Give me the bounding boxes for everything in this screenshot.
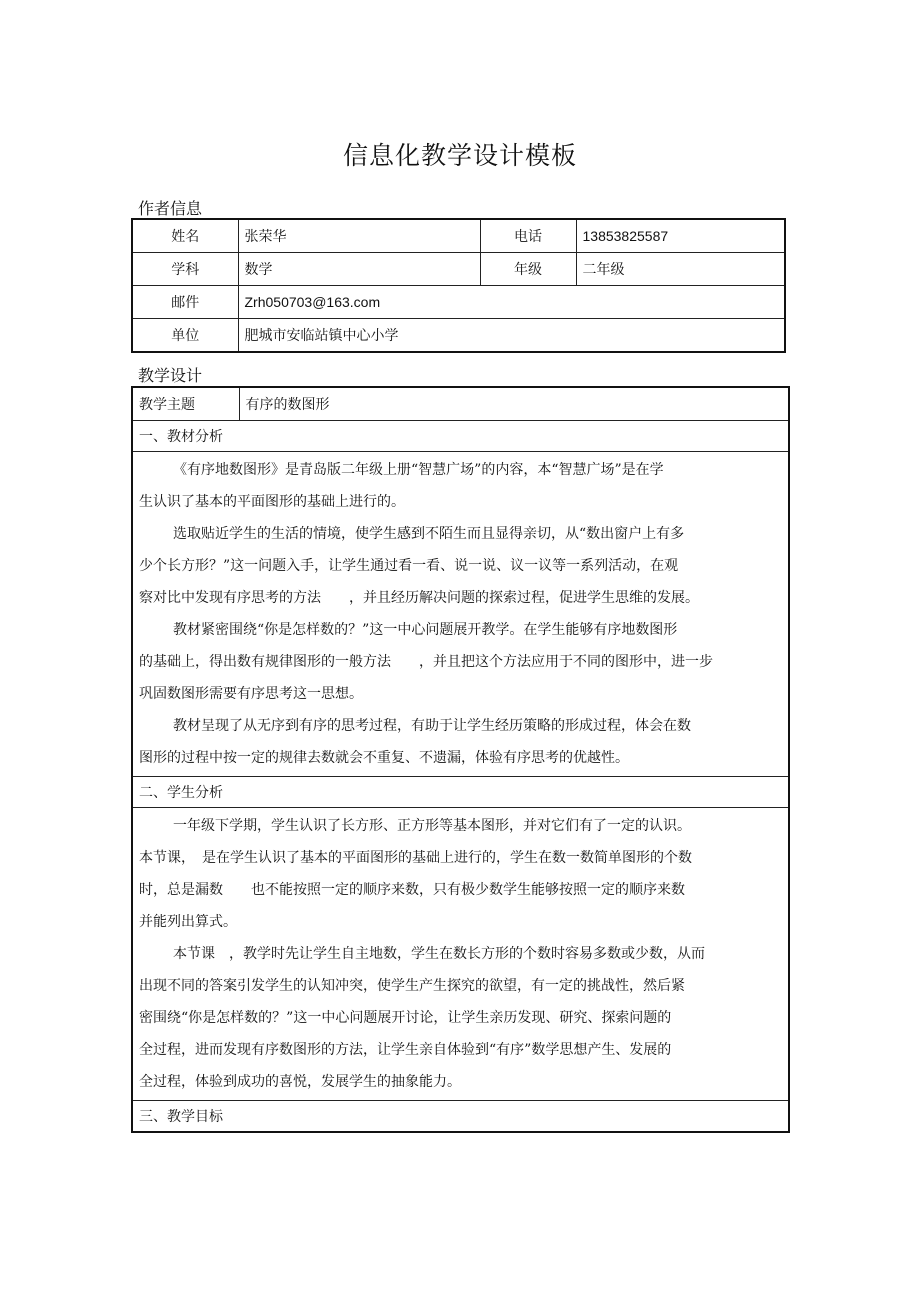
paragraph-line: 少个长方形？”这一问题入手，让学生通过看一看、说一说、议一议等一系列活动，在观 (139, 558, 679, 574)
phone-label: 电话 (480, 219, 576, 253)
author-info-heading: 作者信息 (138, 199, 203, 218)
paragraph-line: 全过程，进而发现有序数图形的方法，让学生亲自体验到“有序”数学思想产生、发展的 (139, 1042, 672, 1058)
design-table (131, 386, 790, 1133)
section-header-row (132, 1101, 789, 1133)
section-body-student (132, 808, 789, 1101)
paragraph-line: 并能列出算式。 (139, 914, 237, 930)
name-value: 张荣华 (238, 219, 480, 253)
paragraph-line: 教材紧密围绕“你是怎样数的？”这一中心问题展开教学。在学生能够有序地数图形 (173, 622, 678, 638)
topic-label: 教学主题 (132, 387, 239, 421)
section-body-row (132, 808, 789, 1101)
paragraph-line: 察对比中发现有序思考的方法 ，并且经历解决问题的探索过程，促进学生思维的发展。 (139, 590, 699, 606)
grade-value: 二年级 (576, 253, 785, 286)
email-label: 邮件 (132, 286, 238, 319)
unit-label: 单位 (132, 319, 238, 353)
name-label: 姓名 (132, 219, 238, 253)
paragraph-line: 的基础上，得出数有规律图形的一般方法 ，并且把这个方法应用于不同的图形中，进一步 (139, 654, 713, 670)
paragraph-line: 密围绕“你是怎样数的？”这一中心问题展开讨论，让学生亲历发现、研究、探索问题的 (139, 1010, 672, 1026)
phone-value: 13853825587 (576, 219, 785, 253)
paragraph-line: 巩固数图形需要有序思考这一思想。 (139, 686, 363, 702)
section-body-row (132, 452, 789, 777)
design-heading: 教学设计 (138, 366, 203, 385)
paragraph-line: 选取贴近学生的生活的情境，使学生感到不陌生而且显得亲切，从“数出窗户上有多 (173, 526, 685, 542)
grade-label: 年级 (480, 253, 576, 286)
author-row-email (132, 286, 785, 319)
paragraph-line: 教材呈现了从无序到有序的思考过程，有助于让学生经历策略的形成过程，体会在数 (173, 718, 691, 734)
email-value: Zrh050703@163.com (238, 286, 785, 319)
section-header-row (132, 777, 789, 808)
subject-value: 数学 (238, 253, 480, 286)
topic-row (132, 387, 789, 421)
author-row-name (132, 219, 785, 253)
author-info-table (131, 218, 786, 353)
paragraph-line: 本节课 ，教学时先让学生自主地数，学生在数长方形的个数时容易多数或少数，从而 (173, 946, 705, 962)
author-row-unit (132, 319, 785, 353)
paragraph-line: 时，总是漏数 也不能按照一定的顺序来数，只有极少数学生能够按照一定的顺序来数 (139, 882, 685, 898)
section-header-row (132, 421, 789, 452)
author-row-subject (132, 253, 785, 286)
paragraph-line: 出现不同的答案引发学生的认知冲突，使学生产生探究的欲望，有一定的挑战性，然后紧 (139, 978, 685, 994)
paragraph-line: 生认识了基本的平面图形的基础上进行的。 (139, 494, 405, 510)
paragraph-line: 图形的过程中按一定的规律去数就会不重复、不遗漏，体验有序思考的优越性。 (139, 750, 629, 766)
paragraph-line: 全过程，体验到成功的喜悦，发展学生的抽象能力。 (139, 1074, 461, 1090)
section-title-goals: 三、教学目标 (132, 1101, 789, 1133)
page-title: 信息化教学设计模板 (342, 141, 577, 170)
topic-value: 有序的数图形 (239, 387, 789, 421)
unit-value: 肥城市安临站镇中心小学 (238, 319, 785, 353)
section-title-student: 二、学生分析 (132, 777, 789, 808)
paragraph-line: 一年级下学期，学生认识了长方形、正方形等基本图形，并对它们有了一定的认识。 (173, 818, 691, 834)
paragraph-line: 本节课， 是在学生认识了基本的平面图形的基础上进行的，学生在数一数简单图形的个数 (139, 850, 692, 866)
section-title-material: 一、教材分析 (132, 421, 789, 452)
section-body-material (132, 452, 789, 777)
paragraph-line: 《有序地数图形》是青岛版二年级上册“智慧广场”的内容，本“智慧广场”是在学 (173, 462, 664, 478)
subject-label: 学科 (132, 253, 238, 286)
